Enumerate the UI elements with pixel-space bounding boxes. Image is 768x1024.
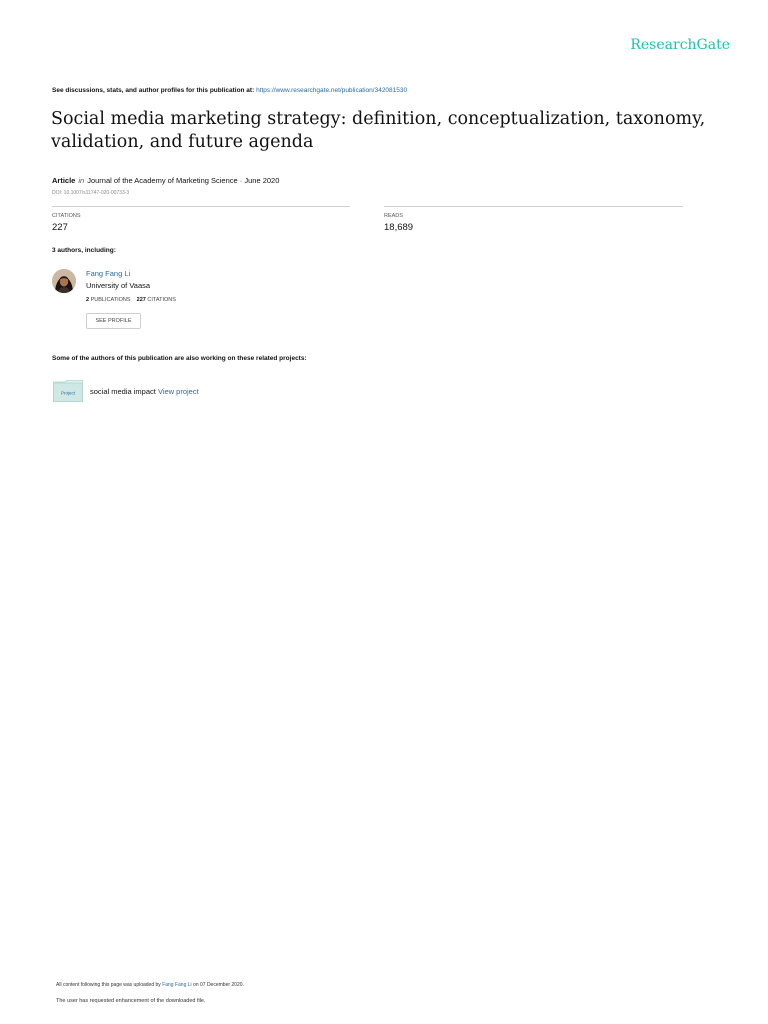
author-name-link[interactable]: Fang Fang Li <box>86 269 131 278</box>
project-icon <box>53 380 83 402</box>
publication-url-link[interactable]: https://www.researchgate.net/publication/342081530 <box>256 87 408 94</box>
discussion-line <box>52 87 407 94</box>
publications-label: PUBLICATIONS <box>90 297 131 303</box>
author-stats <box>86 297 176 303</box>
doi: DOI: 10.1007/s11747-020-00733-3 <box>52 190 130 196</box>
author-institution: University of Vaasa <box>86 281 151 290</box>
see-profile-button[interactable]: SEE PROFILE <box>86 313 141 329</box>
journal-venue: Journal of the Academy of Marketing Science · June 2020 <box>87 176 280 185</box>
in-label: in <box>78 176 85 185</box>
discussion-label: See discussions, stats, and author profiles for this publication at: <box>52 87 255 94</box>
divider-reads <box>384 206 683 207</box>
citations-label: CITATIONS <box>52 213 81 219</box>
project-icon-label: Project <box>60 390 76 396</box>
divider-citations <box>52 206 350 207</box>
publications-count: 2 <box>86 297 90 303</box>
author-citations-label: CITATIONS <box>147 297 176 303</box>
publication-meta <box>52 176 279 185</box>
project-row <box>90 387 199 396</box>
reads-value: 18,689 <box>384 222 414 233</box>
upload-note <box>56 982 244 988</box>
citations-value: 227 <box>52 222 68 233</box>
avatar[interactable] <box>52 269 76 293</box>
article-type: Article <box>52 176 76 185</box>
authors-heading: 3 authors, including: <box>52 247 116 254</box>
researchgate-logo[interactable]: ResearchGate <box>630 37 730 53</box>
project-name: social media impact <box>90 387 156 396</box>
author-citations-count: 227 <box>136 297 146 303</box>
reads-label: READS <box>384 213 403 219</box>
publication-title: Social media marketing strategy: definition, conceptualization, taxonomy, validation, and future agenda <box>51 109 706 152</box>
request-note: The user has requested enhancement of the downloaded file. <box>56 998 206 1004</box>
uploader-link[interactable]: Fang Fang Li <box>162 982 192 988</box>
related-projects-heading: Some of the authors of this publication are also working on these related projects: <box>52 355 307 362</box>
view-project-link[interactable]: View project <box>157 387 199 396</box>
author-photo-icon <box>52 269 76 293</box>
upload-suffix: on 07 December 2020. <box>193 982 244 988</box>
upload-prefix: All content following this page was uploaded by <box>56 982 161 988</box>
